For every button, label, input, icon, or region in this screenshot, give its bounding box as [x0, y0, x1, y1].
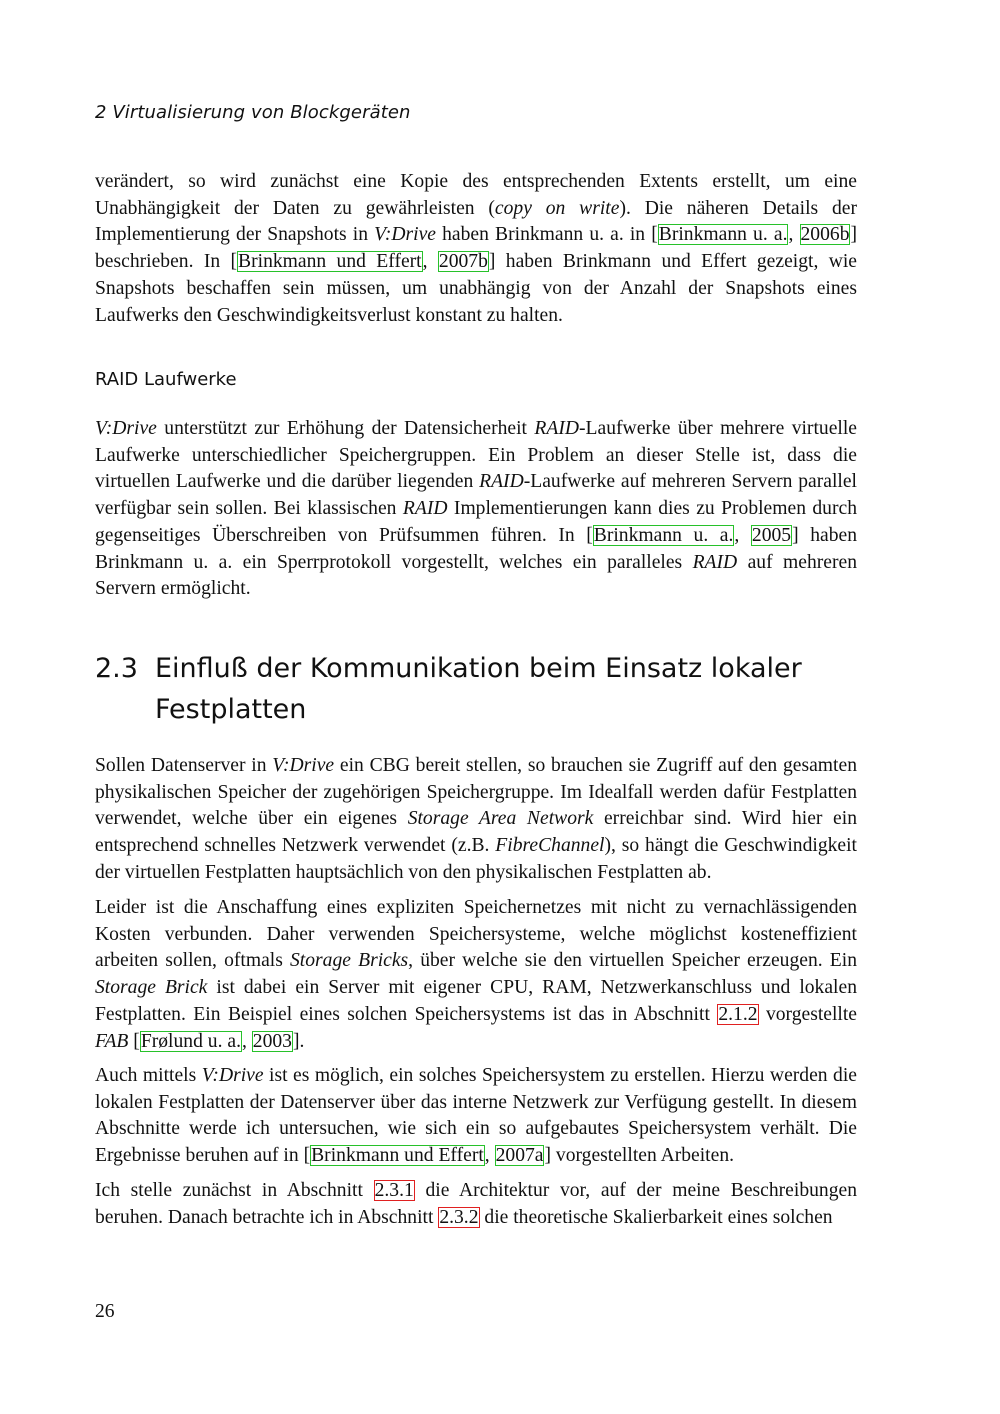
- text: ein CBG bereit stellen, so brauchen sie Zugriff auf den gesamten physikalischen Speicher der zugehörigen Speichergruppe. Im Idealfall werden dafür Festplatten verwendet, welche über ein eigenes: [95, 755, 857, 830]
- paragraph-datenserver: [95, 753, 857, 887]
- section-title: Einfluß der Kommunikation beim Einsatz lokaler Festplatten: [155, 653, 802, 725]
- text: ] haben Brinkmann und Effert gezeigt, wie Snapshots beschaffen sein müssen, um unabhängig von der Anzahl der Snapshots eines Laufwerks den Geschwindigkeitsverlust konstant zu halten.: [95, 251, 857, 326]
- text: ist dabei ein Server mit eigener CPU, RAM, Netzwerkanschluss und lokalen Festplatten. Ein Beispiel eines solchen Speichersystems ist das in Abschnitt: [95, 977, 857, 1025]
- text-italic: Storage Bricks: [290, 950, 409, 972]
- text-italic: RAID: [534, 418, 580, 439]
- paragraph-outline: [95, 1178, 857, 1231]
- citation-link[interactable]: Brinkmann und Effert: [238, 251, 422, 273]
- text-italic: RAID: [402, 498, 448, 520]
- section-reference-link[interactable]: 2.3.2: [439, 1206, 479, 1228]
- text: , über welche sie den virtuellen Speicher erzeugen. Ein: [408, 950, 857, 972]
- text: ,: [484, 1145, 495, 1167]
- section-reference-link[interactable]: 2.1.2: [718, 1003, 758, 1025]
- text-italic: FibreChannel: [495, 835, 605, 857]
- page-number: 26: [95, 1301, 115, 1322]
- citation-link[interactable]: Brinkmann u. a.: [593, 524, 734, 546]
- text-italic: V:Drive: [95, 418, 157, 439]
- text: Sollen Datenserver in: [95, 755, 273, 776]
- text: ,: [422, 251, 438, 273]
- text: ,: [734, 524, 751, 546]
- text-italic: copy on write: [494, 197, 620, 219]
- text: ,: [788, 224, 800, 246]
- text: erreichbar sind. Wird hier ein entsprechend schnelles Netzwerk verwendet (z.B.: [95, 808, 857, 857]
- text: ist es möglich, ein solches Speichersystem zu erstellen. Hierzu werden die lokalen Festplatten der Datenserver über das interne Netzwerk zur Verfügung gestellt. In diesem Abschnitte werde ich untersuchen, wie sich ein so aufgebautes Speichersystem verhält. Die Ergebnisse beruhen auf in [: [95, 1065, 857, 1167]
- text-italic: V:Drive: [374, 224, 437, 246]
- text: ] beschrieben. In [: [95, 224, 858, 273]
- citation-link[interactable]: Brinkmann und Effert: [311, 1145, 484, 1167]
- section-number: 2.3: [95, 653, 138, 684]
- section-reference-link[interactable]: 2.3.1: [374, 1180, 414, 1201]
- text-italic: RAID: [692, 551, 738, 573]
- text: haben Brinkmann u. a. in [: [436, 224, 658, 246]
- text: Leider ist die Anschaffung eines expliziten Speichernetzes mit nicht zu vernachlässigenden Kosten verbunden. Daher verwenden Speichersysteme, welche möglichst kosteneffizient arbeiten sollen, oftmals: [95, 897, 857, 972]
- text-italic: V:Drive: [201, 1065, 264, 1086]
- text: verändert, so wird zunächst eine Kopie des entsprechenden Extents erstellt, um eine Unabhängigkeit der Daten zu gewährleisten (: [95, 171, 857, 219]
- text: Implementierungen kann dies zu Problemen durch gegenseitiges Überschreiben von Prüfsummen führen. In [: [95, 498, 857, 546]
- text: Ich stelle zunächst in Abschnitt: [95, 1180, 374, 1201]
- text: ] haben Brinkmann u. a. ein Sperrprotokoll vorgestellt, welches ein paralleles: [95, 524, 857, 573]
- citation-year-link[interactable]: 2007b: [438, 251, 488, 273]
- text-italic: Storage Area Network: [407, 808, 594, 830]
- citation-link[interactable]: Brinkmann u. a.: [658, 224, 788, 246]
- text: ].: [292, 1030, 305, 1052]
- paragraph-storage-bricks: [95, 895, 857, 1055]
- citation-year-link[interactable]: 2003: [252, 1030, 292, 1052]
- paragraph-snapshots: [95, 169, 857, 329]
- text-italic: RAID: [479, 471, 524, 493]
- text: [: [128, 1030, 140, 1052]
- text: ). Die näheren Details der Implementierung der Snapshots in: [95, 197, 857, 246]
- subsection-heading: RAID Laufwerke: [95, 369, 237, 390]
- text-italic: V:Drive: [272, 755, 335, 776]
- text: ,: [241, 1030, 252, 1052]
- text: die Architektur vor, auf der meine Beschreibungen beruhen. Danach betrachte ich in Abschnitt: [95, 1180, 857, 1228]
- citation-year-link[interactable]: 2007a: [495, 1145, 544, 1167]
- text: -Laufwerke über mehrere virtuelle Laufwerke unterschiedlicher Speichergruppen. Ein Problem an dieser Stelle ist, dass die virtuellen Laufwerke und die darüber liegenden: [95, 418, 857, 493]
- text: ), so hängt die Geschwindigkeit der virtuellen Festplatten hauptsächlich von den physikalischen Festplatten ab.: [95, 835, 857, 883]
- text: vorgestellte: [758, 1003, 857, 1025]
- citation-year-link[interactable]: 2006b: [800, 224, 850, 246]
- text-italic: Storage Brick: [95, 977, 208, 999]
- text: -Laufwerke auf mehreren Servern parallel verfügbar sein sollen. Bei klassischen: [95, 471, 858, 520]
- text: die theoretische Skalierbarkeit eines solchen: [479, 1206, 833, 1228]
- text: Auch mittels: [95, 1065, 202, 1086]
- paragraph-vdrive-local: [95, 1063, 857, 1170]
- text: unterstützt zur Erhöhung der Datensicherheit: [156, 418, 535, 439]
- text: ] vorgestellten Arbeiten.: [544, 1145, 735, 1167]
- citation-year-link[interactable]: 2005: [751, 524, 792, 546]
- citation-link[interactable]: Frølund u. a.: [140, 1030, 241, 1052]
- text-italic: FAB: [95, 1030, 129, 1052]
- running-header: 2 Virtualisierung von Blockgeräten: [95, 102, 411, 123]
- paragraph-raid: [95, 416, 857, 603]
- text: auf mehreren Servern ermöglicht.: [95, 551, 857, 600]
